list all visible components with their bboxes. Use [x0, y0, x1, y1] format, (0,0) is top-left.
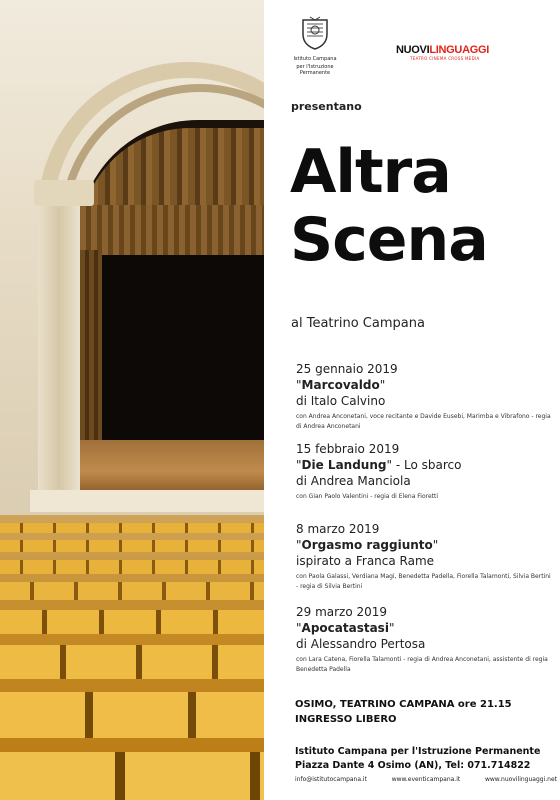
event-item	[296, 361, 554, 432]
website-link-eventicampana[interactable]: www.eventicampana.it	[391, 776, 461, 783]
event-title-suffix: "	[432, 538, 439, 552]
event-title	[296, 377, 554, 393]
seat-row	[0, 540, 264, 552]
nl-logo-part2: LINGUAGGI	[429, 44, 489, 56]
event-title-suffix: "	[379, 378, 386, 392]
event-title-suffix: " - Lo sbarco	[386, 458, 462, 472]
contact-links	[295, 776, 557, 783]
nl-logo-wordmark	[396, 44, 496, 56]
event-title-bold: Orgasmo raggiunto	[301, 538, 433, 552]
event-date: 29 marzo 2019	[296, 605, 388, 619]
event-date: 15 febbraio 2019	[296, 442, 400, 456]
dark-stage-backdrop	[102, 255, 264, 445]
event-author: di Andrea Manciola	[296, 474, 411, 488]
title-line-1: Altra	[290, 137, 451, 207]
nl-logo-tagline: TEATRO CINEMA CROSS MEDIA	[410, 56, 480, 61]
event-title	[296, 457, 554, 473]
event-title-prefix: "	[296, 458, 302, 472]
seat-row	[0, 752, 264, 800]
stage-front	[30, 490, 264, 512]
organizer-name: Istituto Campana per l'Istruzione Permanente	[295, 746, 541, 757]
event-credits: con Gian Paolo Valentini - regia di Elena Fioretti	[296, 493, 439, 500]
seat-row	[0, 692, 264, 738]
event-item	[296, 604, 554, 675]
event-title	[296, 537, 554, 553]
curtain-valance	[80, 205, 264, 255]
subtitle: al Teatrino Campana	[291, 316, 425, 331]
column	[38, 190, 80, 490]
content-panel	[264, 0, 560, 800]
event-title-prefix: "	[296, 621, 302, 635]
venue-info	[295, 697, 512, 727]
event-credits: con Lara Catena, Fiorella Talamonti - regia di Andrea Anconetani, assistente di regia Benedetta Padella	[296, 656, 548, 673]
seat-row	[0, 582, 264, 600]
entry-line: INGRESSO LIBERO	[295, 714, 397, 725]
event-title-bold: Apocatastasi	[301, 621, 389, 635]
email-link[interactable]: info@istitutocampana.it	[295, 776, 367, 783]
campana-logo-line1: Istituto Campana	[293, 56, 337, 62]
seat-row	[0, 560, 264, 574]
page-title	[290, 138, 488, 274]
event-title	[296, 620, 554, 636]
presentano-label: presentano	[291, 100, 362, 113]
seat-row	[0, 645, 264, 679]
event-date: 25 gennaio 2019	[296, 362, 398, 376]
event-author: di Alessandro Pertosa	[296, 637, 426, 651]
event-title-bold: Marcovaldo	[301, 378, 380, 392]
website-link-nuovilinguaggi[interactable]: www.nuovilinguaggi.net	[484, 776, 557, 783]
side-curtain	[80, 250, 102, 465]
event-credits: con Andrea Anconetani, voce recitante e Davide Eusebi, Marimba e Vibrafono - regia di Andrea Anconetani	[296, 413, 551, 430]
organizer-address: Piazza Dante 4 Osimo (AN), Tel: 071.714822	[295, 760, 531, 771]
campana-logo-line2: per l'Istruzione Permanente	[296, 64, 334, 76]
event-author: ispirato a Franca Rame	[296, 554, 435, 568]
organizer-footer	[295, 745, 540, 773]
event-credits: con Paola Galassi, Verdiana Magi, Benedetta Padella, Fiorella Talamonti, Silvia Bertini - regia di Silvia Bertini	[296, 573, 551, 590]
event-title-bold: Die Landung	[301, 458, 387, 472]
crest-icon	[300, 16, 330, 50]
venue-line: OSIMO, TEATRINO CAMPANA ore 21.15	[295, 699, 512, 710]
theatre-photo	[0, 0, 264, 800]
nl-logo-part1: NUOVI	[396, 44, 430, 56]
event-author: di Italo Calvino	[296, 394, 386, 408]
event-title-prefix: "	[296, 538, 302, 552]
event-item	[296, 441, 554, 502]
title-line-2: Scena	[290, 205, 488, 275]
event-title-suffix: "	[388, 621, 395, 635]
istituto-campana-logo	[290, 16, 340, 76]
seat-row	[0, 523, 264, 533]
event-date: 8 marzo 2019	[296, 522, 380, 536]
event-item	[296, 521, 554, 592]
nuovi-linguaggi-logo	[396, 44, 496, 61]
event-title-prefix: "	[296, 378, 302, 392]
seat-row	[0, 610, 264, 634]
column-capital	[34, 180, 94, 206]
